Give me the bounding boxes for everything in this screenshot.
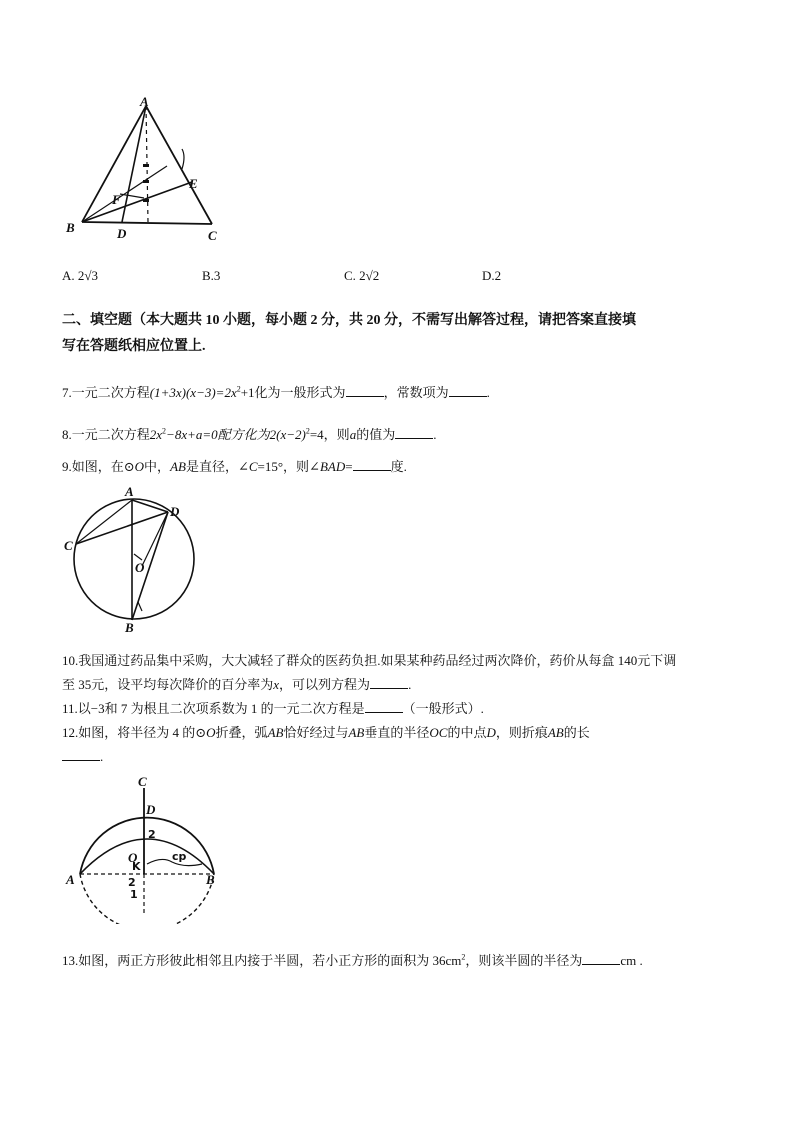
annotation-cp: cp <box>172 850 187 863</box>
label-O: O <box>135 560 145 575</box>
q7-blank-1[interactable] <box>346 384 384 397</box>
question-11: 11.以−3和 7 为根且二次项系数为 1 的一元二次方程是 （一般形式）. <box>62 701 484 716</box>
q12-blank[interactable] <box>62 748 100 761</box>
question-10-line2: 至 35元，设平均每次降价的百分率为x，可以列方程为 . <box>62 677 412 692</box>
section-title-line1: 二、填空题（本大题共 10 小题，每小题 2 分，共 20 分，不需写出解答过程，请把答案直接填 <box>62 313 636 328</box>
q13-blank[interactable] <box>582 952 620 965</box>
question-10-line1: 10.我国通过药品集中采购，大大减轻了群众的医药负担.如果某种药品经过两次降价，药价从每盒 140元下调 <box>62 653 677 668</box>
question-12: 12.如图，将半径为 4 的⊙O折叠，弧AB恰好经过与AB垂直的半径OC的中点D，则折痕AB的长 <box>62 725 590 740</box>
annotation-2-lower: 2 <box>128 876 136 889</box>
annotation-1: 1 <box>130 888 138 901</box>
label-D: D <box>170 504 180 519</box>
question-12-line2: . <box>62 748 103 765</box>
label-A: A <box>125 486 134 499</box>
label-C: C <box>138 774 147 789</box>
label-O: O <box>128 850 138 865</box>
label-D: D <box>117 226 127 241</box>
label-C: C <box>64 538 73 553</box>
label-B: B <box>125 620 134 635</box>
choice-d[interactable]: D.2 <box>482 268 502 283</box>
label-A: A <box>66 872 75 887</box>
triangle-figure <box>62 94 232 250</box>
choice-b[interactable]: B.3 <box>202 268 221 283</box>
annotation-K: K <box>132 860 141 873</box>
q6-choices <box>62 268 622 286</box>
label-F: F <box>112 192 121 207</box>
label-D: D <box>146 802 156 817</box>
label-B: B <box>66 220 75 235</box>
question-9: 9.如图，在⊙O中，AB是直径，∠C=15°，则∠BAD= 度. <box>62 459 407 474</box>
choice-c[interactable]: C. 2√2 <box>344 268 380 283</box>
q10-blank[interactable] <box>370 676 408 689</box>
q7-blank-2[interactable] <box>449 384 487 397</box>
question-7: 7.一元二次方程$(1+3x)(x-3)=2x^2+1$化为一般形式为 ，常数项为 . <box>62 384 490 400</box>
q11-blank[interactable] <box>365 700 403 713</box>
label-A: A <box>140 94 149 109</box>
section-heading <box>62 308 742 360</box>
section-title-line2: 写在答题纸相应位置上. <box>62 339 206 354</box>
question-8: 8.一元二次方程$2x^2-8x+a=0$配方化为$2(x-2)^2=4$，则a的值为 . <box>62 426 437 442</box>
label-B: B <box>206 872 215 887</box>
annotation-2-upper: 2 <box>148 828 156 841</box>
choice-a[interactable]: A. 2√3 <box>62 268 99 283</box>
circle-figure-q9 <box>62 486 202 636</box>
q8-blank[interactable] <box>395 426 433 439</box>
question-13: 13.如图，两正方形彼此相邻且内接于半圆，若小正方形的面积为 $36cm^2$，则该半圆的半径为 cm . <box>62 952 643 968</box>
folded-circle-figure <box>62 774 232 924</box>
label-C: C <box>208 228 217 243</box>
q9-blank[interactable] <box>353 458 391 471</box>
label-E: E <box>189 176 198 191</box>
